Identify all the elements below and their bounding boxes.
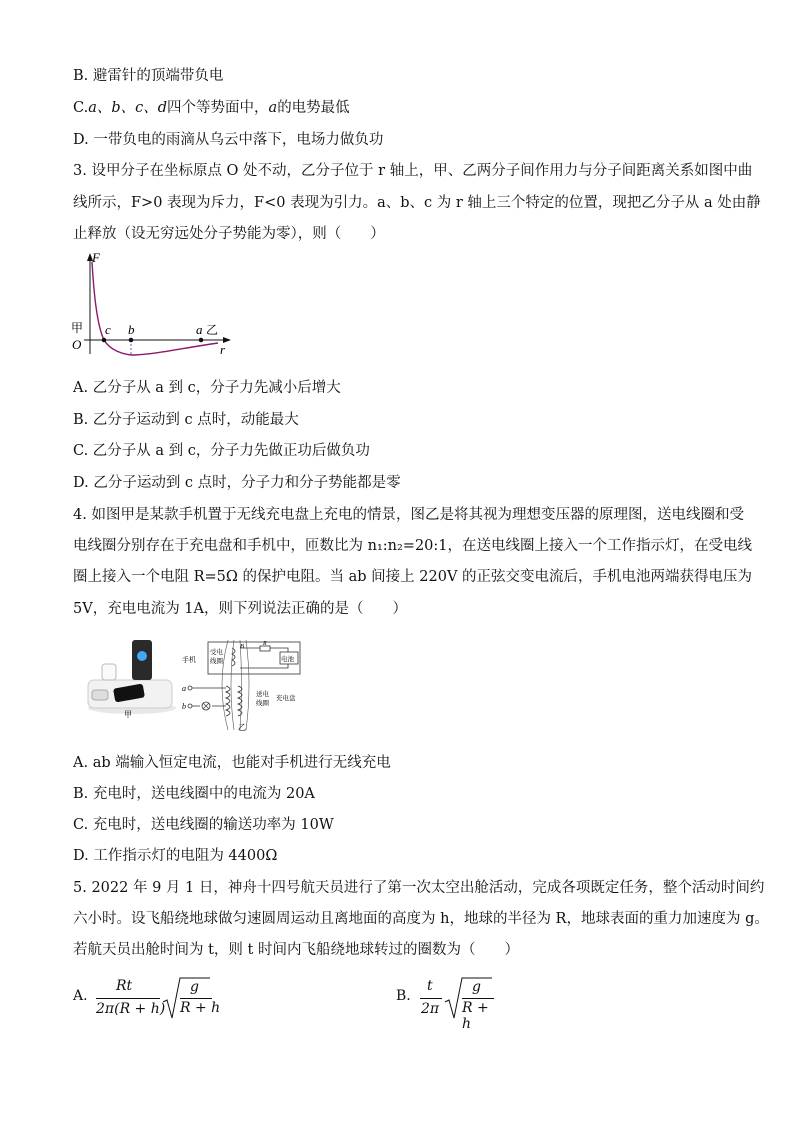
point-c — [102, 338, 107, 343]
q4-stem-line3: 圈上接入一个电阻 R=5Ω 的保护电阻。当 ab 间接上 220V 的正弦交变电流后，手机电池两端获得电压为 — [73, 569, 753, 585]
q3-stem-line1: 3. 设甲分子在坐标原点 O 处不动，乙分子位于 r 轴上，甲、乙两分子间作用力与分子间距离关系如图中曲 — [73, 163, 753, 179]
label-a: a — [196, 322, 203, 337]
label-yi: 乙 — [206, 323, 219, 337]
point-b — [129, 338, 134, 343]
label-send-coil2: 线圈 — [256, 699, 269, 707]
label-b: b — [128, 322, 135, 337]
q5-stem-line1: 5. 2022 年 9 月 1 日，神舟十四号航天员进行了第一次太空出舱活动，完成各项既定任务，整个活动时间约 — [73, 880, 765, 896]
transformer-diagram — [180, 640, 305, 732]
q4-stem-line2: 电线圈分别存在于充电盘和手机中，匝数比为 n₁:n₂=20:1，在送电线圈上接入一个工作指示灯，在受电线 — [73, 538, 753, 554]
q5-a-root-denominator: R + h — [180, 1000, 221, 1016]
q4-stem-line1: 4. 如图甲是某款手机置于无线充电盘上充电的情景，图乙是将其视为理想变压器的原理图，送电线圈和受 — [73, 507, 744, 523]
q2-option-d: D. 一带负电的雨滴从乌云中落下，电场力做负功 — [73, 132, 384, 148]
q5-stem-line2: 六小时。设飞船绕地球做匀速圆周运动且离地面的高度为 h，地球的半径为 R，地球表面的重力加速度为 g。 — [73, 911, 769, 927]
charger-photo — [84, 638, 176, 718]
label-B: B — [240, 643, 244, 650]
label-F: F — [92, 250, 100, 265]
q5-a-root-bar — [180, 998, 212, 999]
label-phone: 手机 — [182, 656, 196, 664]
q5-a-root-numerator: g — [190, 979, 199, 995]
label-O: O — [72, 337, 82, 352]
q5-b-denominator: 2π — [421, 1001, 440, 1017]
q5-b-numerator: t — [427, 978, 433, 994]
label-pad: 充电盘 — [276, 694, 296, 702]
force-distance-graph — [68, 250, 238, 360]
q5-option-a-formula — [96, 976, 226, 1022]
label-recv-coil: 受电 — [210, 648, 223, 656]
watch-icon — [92, 690, 108, 700]
q5-b-root-bar — [462, 998, 494, 999]
q3-option-c: C. 乙分子从 a 到 c，分子力先做正功后做负功 — [73, 443, 370, 459]
point-a — [199, 338, 204, 343]
label-recv-coil2: 线圈 — [210, 657, 223, 665]
q3-stem-line3: 止释放（设无穷远处分子势能为零），则（ ） — [73, 226, 385, 242]
q5-stem-line3: 若航天员出舱时间为 t，则 t 时间内飞船绕地球转过的圈数为（ ） — [73, 942, 519, 958]
q3-stem-line2: 线所示，F>0 表现为斥力，F<0 表现为引力。a、b、c 为 r 轴上三个特定的位置，现把乙分子从 a 处由静 — [73, 195, 761, 211]
q3-option-b: B. 乙分子运动到 c 点时，动能最大 — [73, 412, 299, 428]
q4-option-a: A. ab 端输入恒定电流，也能对手机进行无线充电 — [73, 755, 391, 771]
label-a-terminal: a — [182, 684, 186, 693]
q5-b-fraction-bar — [420, 998, 442, 999]
caption-jia: 甲 — [124, 710, 132, 718]
q5-a-fraction-bar — [96, 998, 160, 999]
q5-a-numerator: Rt — [116, 978, 133, 994]
q5-a-denominator: 2π(R + h) — [96, 1001, 166, 1017]
q4-option-c: C. 充电时，送电线圈的输送功率为 10W — [73, 817, 334, 833]
q2-option-c: C.a、b、c、d四个等势面中，a的电势最低 — [73, 100, 350, 116]
q5-option-b-label: B. — [396, 988, 411, 1004]
label-r: r — [220, 342, 226, 357]
label-jia: 甲 — [71, 321, 84, 335]
label-send-coil: 送电 — [256, 690, 269, 698]
label-b-terminal: b — [182, 702, 186, 711]
earbuds-case-icon — [102, 664, 116, 680]
caption-yi: 乙 — [238, 723, 246, 732]
q5-b-root-denominator: R + h — [462, 1000, 489, 1032]
magnetic-field-lines — [222, 640, 249, 730]
label-c: c — [105, 322, 111, 337]
q5-option-b-formula — [420, 976, 500, 1032]
q4-option-d: D. 工作指示灯的电阻为 4400Ω — [73, 848, 278, 864]
q4-stem-line4: 5V，充电电流为 1A，则下列说法正确的是（ ） — [73, 601, 408, 617]
q4-option-b: B. 充电时，送电线圈中的电流为 20A — [73, 786, 315, 802]
q2-option-b: B. 避雷针的顶端带负电 — [73, 68, 224, 84]
q3-option-a: A. 乙分子从 a 到 c，分子力先减小后增大 — [73, 380, 341, 396]
label-battery: 电池 — [281, 655, 294, 663]
label-R: R — [263, 641, 267, 647]
q5-option-a-label: A. — [73, 988, 88, 1004]
q5-b-root-numerator: g — [472, 979, 481, 995]
q3-option-d: D. 乙分子运动到 c 点时，分子力和分子势能都是零 — [73, 475, 401, 491]
